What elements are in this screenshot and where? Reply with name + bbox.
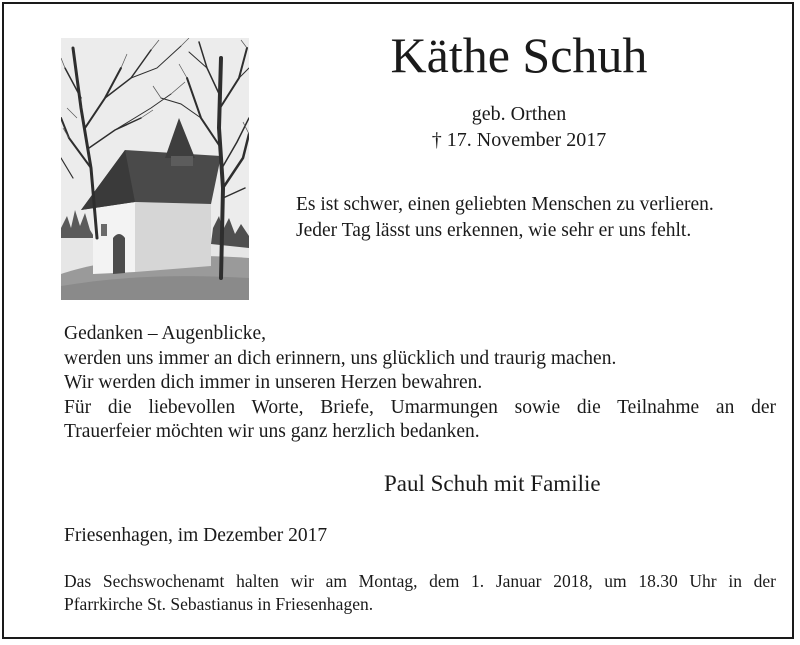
notice-line: Pfarrkirche St. Sebastianus in Friesenhagen. bbox=[64, 594, 374, 614]
quote-line: Jeder Tag lässt uns erkennen, wie sehr er uns fehlt. bbox=[296, 220, 692, 241]
thanks-line: werden uns immer an dich erinnern, uns glücklich und traurig machen. bbox=[64, 347, 617, 369]
memorial-quote bbox=[296, 192, 776, 244]
thanks-line: Wir werden dich immer in unseren Herzen bewahren. bbox=[64, 372, 483, 393]
thanks-text bbox=[64, 322, 776, 445]
obituary-card bbox=[2, 2, 794, 639]
chapel-photo bbox=[61, 38, 249, 300]
thanks-line: Trauerfeier möchten wir uns ganz herzlich bedanken. bbox=[64, 421, 480, 442]
notice-line: Das Sechswochenamt halten wir am Montag, dem 1. Januar 2018, um 18.30 Uhr in der bbox=[64, 571, 776, 591]
family-signature: Paul Schuh mit Familie bbox=[384, 471, 601, 496]
death-date: † 17. November 2017 bbox=[431, 129, 607, 151]
thanks-line: Gedanken – Augenblicke, bbox=[64, 323, 266, 344]
deceased-name: Käthe Schuh bbox=[390, 27, 648, 83]
chapel-photo-icon bbox=[61, 38, 249, 300]
quote-line: Es ist schwer, einen geliebten Menschen zu verlieren. bbox=[296, 194, 714, 215]
birth-name: geb. Orthen bbox=[471, 103, 567, 125]
mass-notice bbox=[64, 570, 776, 616]
thanks-line: Für die liebevollen Worte, Briefe, Umarmungen sowie die Teilnahme an der bbox=[64, 396, 776, 418]
place-date: Friesenhagen, im Dezember 2017 bbox=[64, 525, 328, 546]
